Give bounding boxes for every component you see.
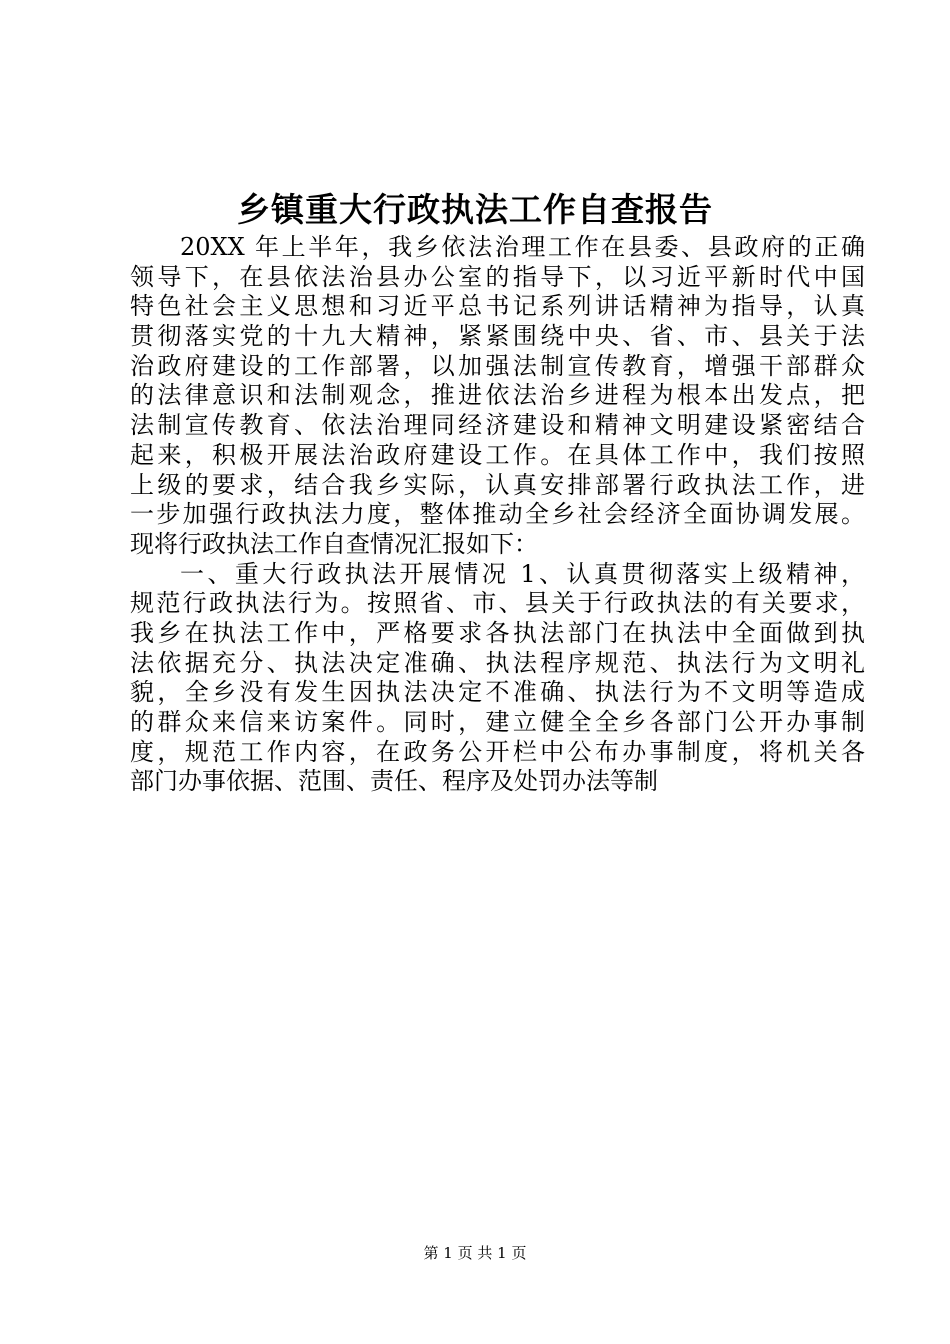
body-line-17: 的群众来信来访案件。同时，建立健全全乡各部门公开办事制 xyxy=(130,708,865,736)
body-line-6: 的法律意识和法制观念，推进依法治乡进程为根本出发点，把 xyxy=(130,381,865,410)
body-line-11: 现将行政执法工作自查情况汇报如下： xyxy=(130,529,538,558)
body-line-7: 法制宣传教育、依法治理同经济建设和精神文明建设紧密结合 xyxy=(130,411,865,440)
page-number-footer: 第 1 页 共 1 页 xyxy=(423,1244,527,1262)
body-line-16: 貌，全乡没有发生因执法决定不准确、执法行为不文明等造成 xyxy=(130,678,865,707)
body-line-3: 特色社会主义思想和习近平总书记系列讲话精神为指导，认真 xyxy=(130,292,865,321)
body-line-1: 20XX 年上半年，我乡依法治理工作在县委、县政府的正确 xyxy=(180,233,865,261)
body-line-8: 起来，积极开展法治政府建设工作。在具体工作中，我们按照 xyxy=(130,440,865,469)
body-line-19: 部门办事依据、范围、责任、程序及处罚办法等制 xyxy=(130,767,658,796)
body-line-12: 一、重大行政执法开展情况 1、认真贯彻落实上级精神， xyxy=(180,559,865,588)
body-line-10: 一步加强行政执法力度，整体推动全乡社会经济全面协调发展。 xyxy=(130,500,865,529)
body-line-13: 规范行政执法行为。按照省、市、县关于行政执法的有关要求， xyxy=(130,589,865,618)
body-line-2: 领导下，在县依法治县办公室的指导下，以习近平新时代中国 xyxy=(130,262,865,291)
body-line-14: 我乡在执法工作中，严格要求各执法部门在执法中全面做到执 xyxy=(130,618,865,647)
document-body xyxy=(130,233,865,797)
document-title: 乡镇重大行政执法工作自查报告 xyxy=(237,190,713,229)
body-line-4: 贯彻落实党的十九大精神，紧紧围绕中央、省、市、县关于法 xyxy=(130,322,865,351)
body-line-18: 度，规范工作内容，在政务公开栏中公布办事制度，将机关各 xyxy=(130,737,865,766)
body-line-5: 治政府建设的工作部署，以加强法制宣传教育，增强干部群众 xyxy=(130,351,865,380)
body-line-9: 上级的要求，结合我乡实际，认真安排部署行政执法工作，进 xyxy=(130,470,865,499)
body-line-15: 法依据充分、执法决定准确、执法程序规范、执法行为文明礼 xyxy=(130,648,865,677)
